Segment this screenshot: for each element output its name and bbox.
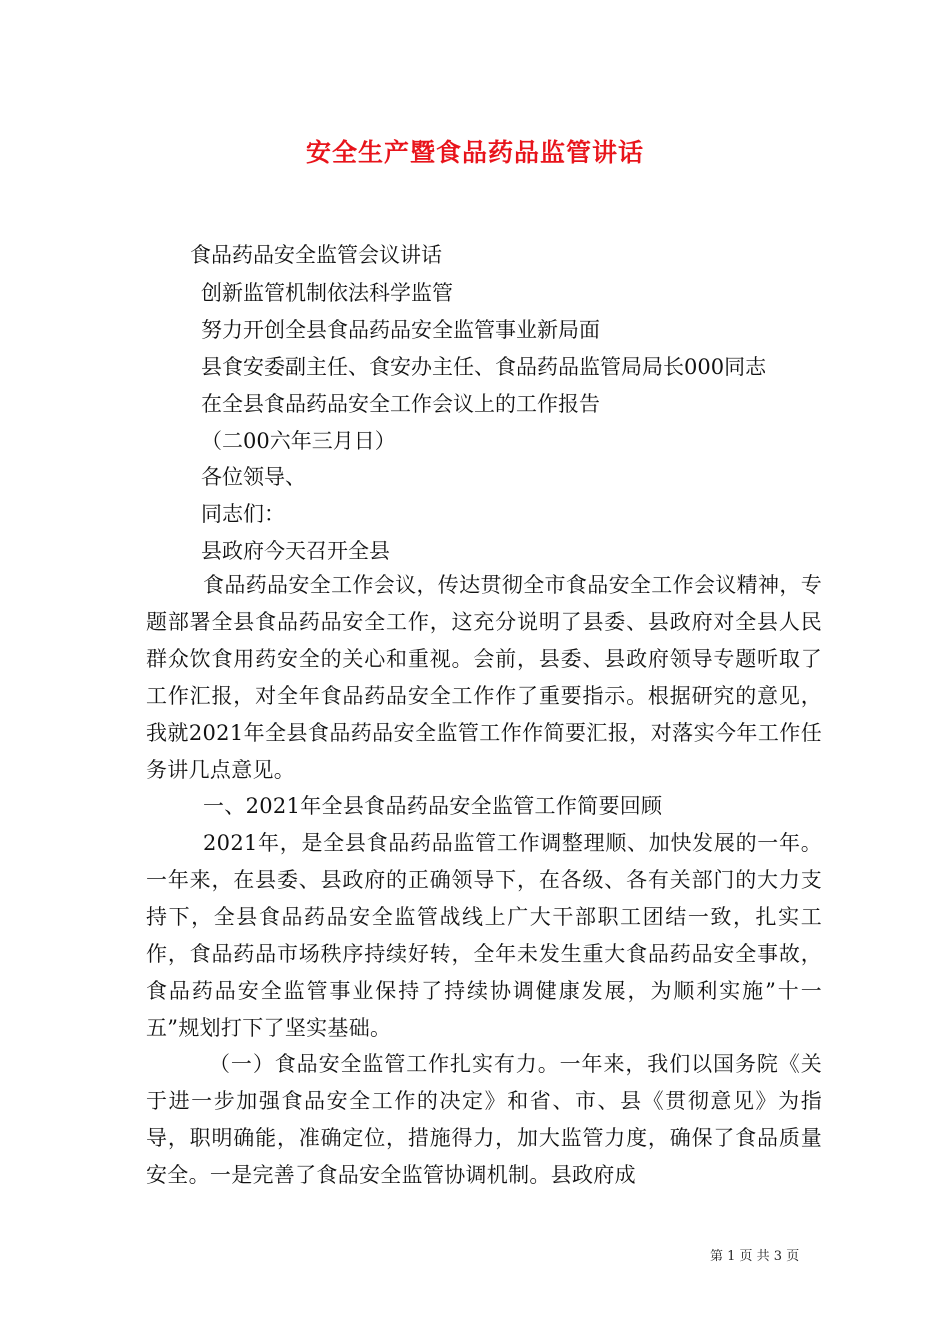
header-line-slogan-1: 创新监管机制依法科学监管	[201, 281, 453, 305]
page-number-footer: 第 1 页 共 3 页	[710, 1249, 800, 1264]
document-title: 安全生产暨食品药品监管讲话	[305, 138, 644, 167]
paragraph-intro: 食品药品安全工作会议，传达贯彻全市食品安全工作会议精神，专题部署全县食品药品安全工作，这充分说明了县委、县政府对全县人民群众饮食用药安全的关心和重视。会前，县委、县政府领导专题听取了工作汇报，对全年食品药品安全工作作了重要指示。根据研究的意见，我就2021年全县食品药品安全监管工作作简要汇报，对落实今年工作任务讲几点意见。	[146, 573, 822, 782]
header-line-occasion: 在全县食品药品安全工作会议上的工作报告	[201, 392, 600, 416]
header-line-meeting: 食品药品安全监管会议讲话	[190, 243, 442, 267]
salutation-leaders: 各位领导、	[201, 465, 306, 489]
paragraph-food-safety: （一）食品安全监管工作扎实有力。一年来，我们以国务院《关于进一步加强食品安全工作的决定》和省、市、县《贯彻意见》为指导，职明确能，准确定位，措施得力，加大监管力度，确保了食品质量安全。一是完善了食品安全监管协调机制。县政府成	[146, 1052, 822, 1187]
section-heading-review: 一、2021年全县食品药品安全监管工作简要回顾	[203, 794, 663, 818]
paragraph-review: 2021年，是全县食品药品监管工作调整理顺、加快发展的一年。一年来，在县委、县政府的正确领导下，在各级、各有关部门的大力支持下，全县食品药品安全监管战线上广大干部职工团结一致，扎实工作，食品药品市场秩序持续好转，全年未发生重大食品药品安全事故，食品药品安全监管事业保持了持续协调健康发展，为顺利实施”十一五”规划打下了坚实基础。	[146, 831, 822, 1040]
opening-line: 县政府今天召开全县	[201, 539, 390, 563]
header-line-slogan-2: 努力开创全县食品药品安全监管事业新局面	[201, 318, 600, 342]
salutation-comrades: 同志们：	[201, 502, 285, 526]
header-line-speaker: 县食安委副主任、食安办主任、食品药品监管局局长000同志	[201, 355, 767, 379]
header-line-date: （二00六年三月日）	[201, 429, 396, 453]
